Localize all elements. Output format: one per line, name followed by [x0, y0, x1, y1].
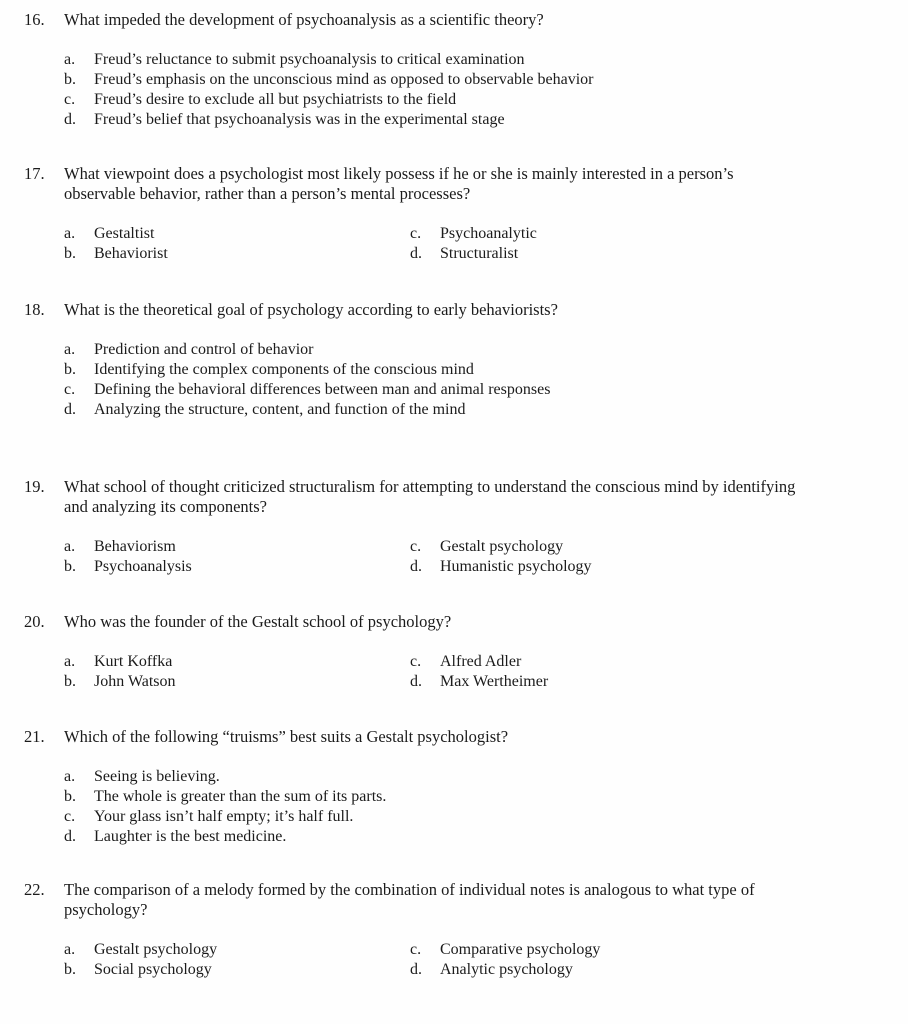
question-stem — [0, 164, 804, 204]
question-stem — [0, 612, 804, 632]
option-letter: d. — [410, 245, 422, 262]
question-18 — [0, 300, 880, 420]
answer-options — [0, 652, 880, 692]
option-d[interactable] — [410, 557, 710, 577]
option-d[interactable] — [64, 827, 880, 847]
option-c[interactable] — [410, 652, 710, 672]
option-d[interactable] — [64, 110, 880, 130]
option-text: Behaviorist — [94, 245, 168, 262]
option-letter: c. — [410, 538, 422, 555]
option-text: Comparative psychology — [440, 941, 601, 958]
question-16 — [0, 10, 880, 130]
option-text: Max Wertheimer — [440, 673, 549, 690]
option-text: Structuralist — [440, 245, 519, 262]
question-22 — [0, 880, 880, 980]
question-text: The comparison of a melody formed by the combination of individual notes is analogous to what type of psychology? — [64, 880, 755, 919]
option-c[interactable] — [64, 90, 880, 110]
option-b[interactable] — [64, 557, 364, 577]
option-b[interactable] — [64, 672, 364, 692]
option-letter: d. — [410, 673, 422, 690]
option-text: Analytic psychology — [440, 961, 573, 978]
question-20 — [0, 612, 880, 692]
question-stem — [0, 300, 804, 320]
option-text: John Watson — [94, 673, 176, 690]
answer-options — [0, 537, 880, 577]
option-letter: c. — [64, 91, 76, 108]
option-letter: b. — [64, 71, 76, 88]
question-text: What impeded the development of psychoanalysis as a scientific theory? — [64, 10, 544, 29]
option-c[interactable] — [410, 224, 710, 244]
option-letter: b. — [64, 361, 76, 378]
question-19 — [0, 477, 880, 577]
option-letter: c. — [64, 808, 76, 825]
question-text: Who was the founder of the Gestalt school of psychology? — [64, 612, 452, 631]
option-letter: c. — [410, 941, 422, 958]
option-a[interactable] — [64, 652, 364, 672]
option-letter: d. — [64, 828, 76, 845]
question-number: 21. — [24, 727, 45, 746]
option-text: Your glass isn’t half empty; it’s half full. — [94, 808, 354, 825]
question-21 — [0, 727, 880, 847]
option-letter: b. — [64, 558, 76, 575]
option-letter: a. — [64, 768, 76, 785]
option-a[interactable] — [64, 50, 880, 70]
option-a[interactable] — [64, 537, 364, 557]
option-letter: d. — [64, 111, 76, 128]
option-d[interactable] — [410, 672, 710, 692]
option-text: Freud’s belief that psychoanalysis was in the experimental stage — [94, 111, 505, 128]
option-letter: b. — [64, 961, 76, 978]
option-c[interactable] — [410, 940, 710, 960]
option-letter: c. — [410, 653, 422, 670]
option-b[interactable] — [64, 360, 880, 380]
question-text: What viewpoint does a psychologist most likely possess if he or she is mainly interested in a person’s observable behavior, rather than a person’s mental processes? — [64, 164, 734, 203]
option-text: Defining the behavioral differences between man and animal responses — [94, 381, 551, 398]
option-text: Gestaltist — [94, 225, 155, 242]
option-text: Freud’s desire to exclude all but psychiatrists to the field — [94, 91, 457, 108]
question-text: What is the theoretical goal of psychology according to early behaviorists? — [64, 300, 558, 319]
option-a[interactable] — [64, 340, 880, 360]
option-text: Laughter is the best medicine. — [94, 828, 287, 845]
option-c[interactable] — [64, 807, 880, 827]
option-a[interactable] — [64, 767, 880, 787]
option-c[interactable] — [410, 537, 710, 557]
option-text: Identifying the complex components of the conscious mind — [94, 361, 474, 378]
option-a[interactable] — [64, 940, 364, 960]
option-d[interactable] — [64, 400, 880, 420]
option-b[interactable] — [64, 960, 364, 980]
option-letter: c. — [64, 381, 76, 398]
question-17 — [0, 164, 880, 264]
question-stem — [0, 477, 804, 517]
option-b[interactable] — [64, 244, 364, 264]
option-text: Gestalt psychology — [440, 538, 564, 555]
question-stem — [0, 727, 804, 747]
option-text: Humanistic psychology — [440, 558, 592, 575]
question-number: 18. — [24, 300, 45, 319]
option-d[interactable] — [410, 960, 710, 980]
option-letter: c. — [410, 225, 422, 242]
question-number: 16. — [24, 10, 45, 29]
option-d[interactable] — [410, 244, 710, 264]
option-text: Psychoanalytic — [440, 225, 537, 242]
option-letter: b. — [64, 788, 76, 805]
option-text: Prediction and control of behavior — [94, 341, 314, 358]
question-number: 20. — [24, 612, 45, 631]
option-letter: b. — [64, 245, 76, 262]
option-c[interactable] — [64, 380, 880, 400]
answer-options — [0, 340, 880, 420]
option-letter: d. — [410, 558, 422, 575]
option-text: The whole is greater than the sum of its parts. — [94, 788, 387, 805]
question-stem — [0, 880, 804, 920]
option-letter: a. — [64, 941, 76, 958]
answer-options — [0, 50, 880, 130]
option-b[interactable] — [64, 787, 880, 807]
option-text: Seeing is believing. — [94, 768, 220, 785]
answer-options — [0, 224, 880, 264]
option-letter: a. — [64, 653, 76, 670]
option-letter: a. — [64, 51, 76, 68]
question-number: 22. — [24, 880, 45, 899]
question-text: Which of the following “truisms” best suits a Gestalt psychologist? — [64, 727, 509, 746]
option-letter: d. — [410, 961, 422, 978]
option-letter: a. — [64, 225, 76, 242]
option-a[interactable] — [64, 224, 364, 244]
option-text: Analyzing the structure, content, and function of the mind — [94, 401, 466, 418]
option-text: Behaviorism — [94, 538, 176, 555]
option-text: Alfred Adler — [440, 653, 522, 670]
answer-options — [0, 940, 880, 980]
question-stem — [0, 10, 804, 30]
option-text: Freud’s reluctance to submit psychoanalysis to critical examination — [94, 51, 525, 68]
option-text: Social psychology — [94, 961, 212, 978]
option-text: Gestalt psychology — [94, 941, 218, 958]
option-letter: b. — [64, 673, 76, 690]
option-text: Freud’s emphasis on the unconscious mind as opposed to observable behavior — [94, 71, 594, 88]
option-letter: d. — [64, 401, 76, 418]
option-text: Kurt Koffka — [94, 653, 173, 670]
question-text: What school of thought criticized structuralism for attempting to understand the conscious mind by identifying and analyzing its components? — [64, 477, 796, 516]
option-letter: a. — [64, 341, 76, 358]
option-text: Psychoanalysis — [94, 558, 192, 575]
question-number: 17. — [24, 164, 45, 183]
answer-options — [0, 767, 880, 847]
option-letter: a. — [64, 538, 76, 555]
option-b[interactable] — [64, 70, 880, 90]
question-number: 19. — [24, 477, 45, 496]
